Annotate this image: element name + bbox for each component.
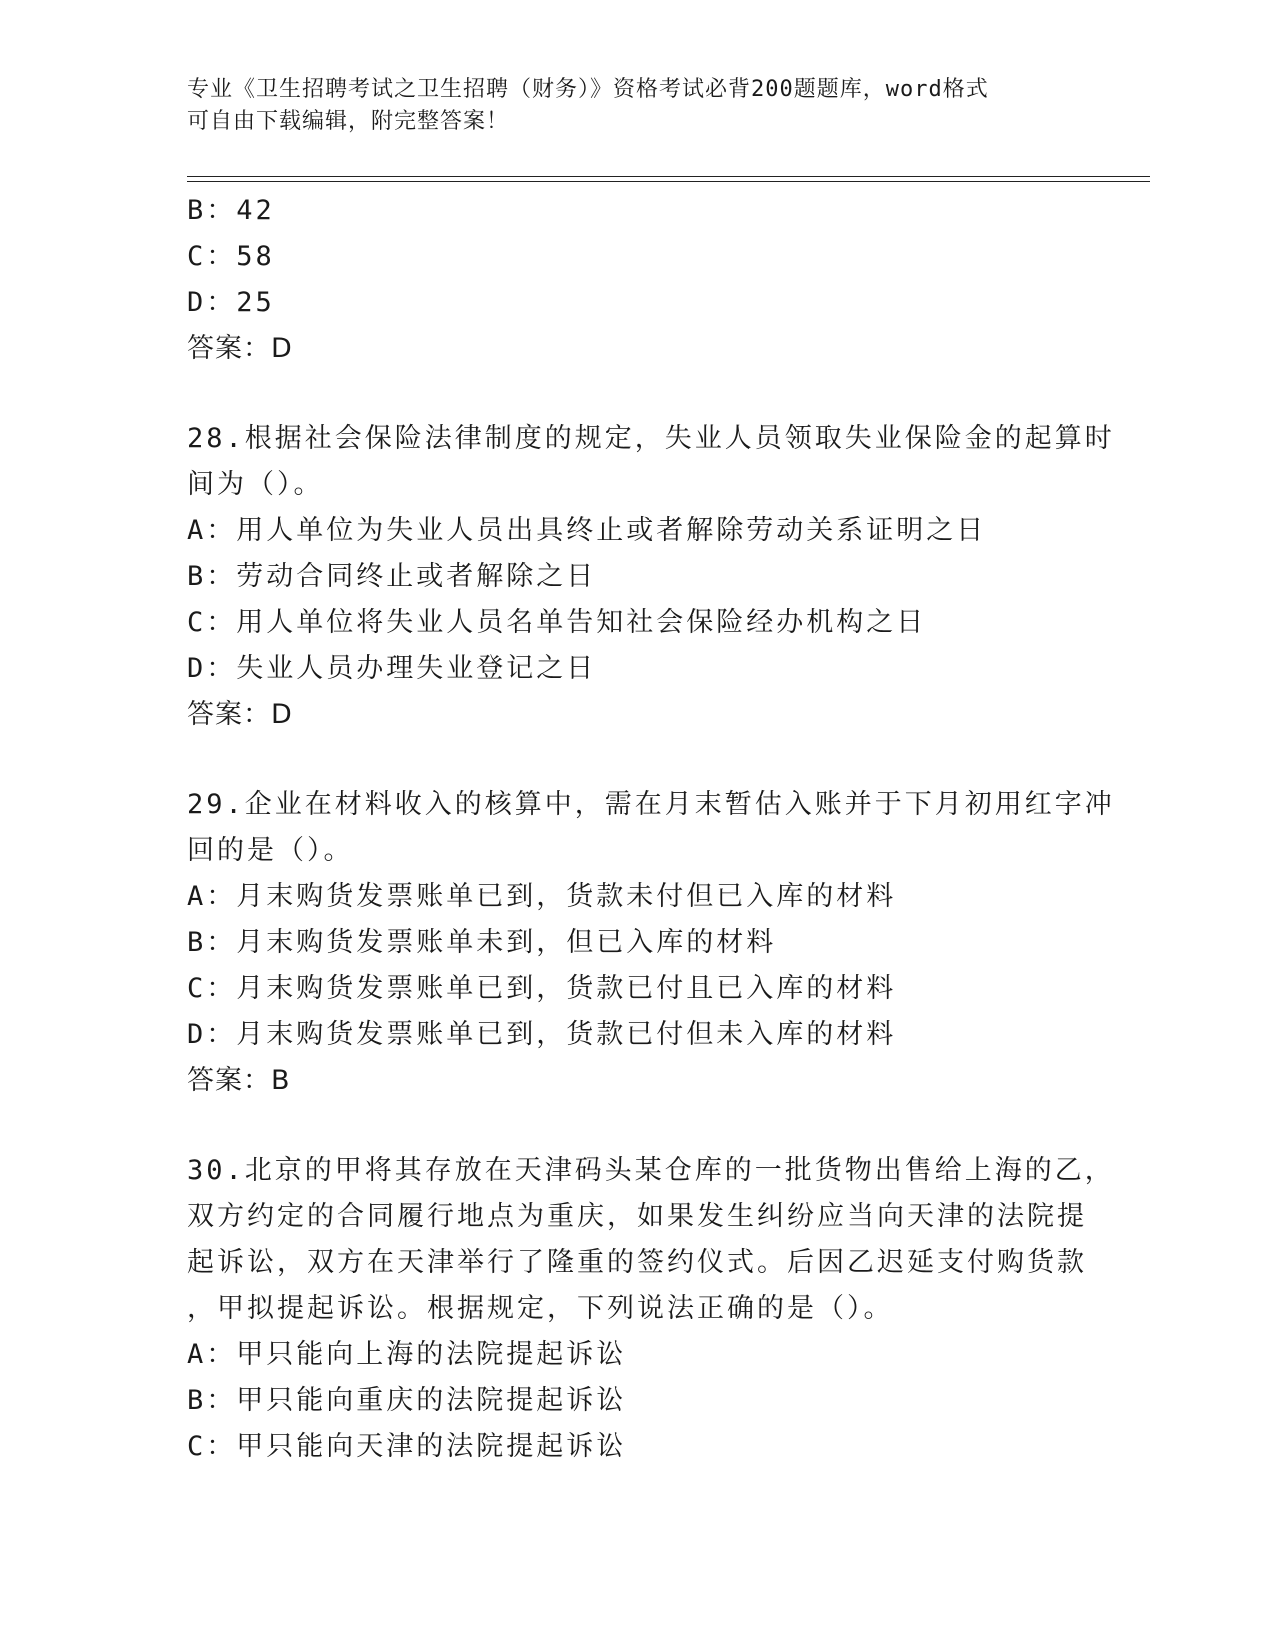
answer-line: 答案：D — [187, 699, 293, 730]
question-stem: 双方约定的合同履行地点为重庆，如果发生纠纷应当向天津的法院提 — [187, 1201, 1087, 1232]
answer-line: 答案：B — [187, 1065, 291, 1096]
question-27-continued — [187, 188, 1087, 372]
header-title-line2: 可自由下载编辑，附完整答案！ — [187, 109, 510, 134]
page-header — [187, 74, 1087, 138]
option-d: D：25 — [187, 287, 275, 318]
header-divider-top — [187, 176, 1150, 177]
option-c: C：甲只能向天津的法院提起诉讼 — [187, 1431, 627, 1462]
question-29 — [187, 782, 1115, 1104]
question-stem: 间为（）。 — [187, 469, 324, 500]
option-d: D：失业人员办理失业登记之日 — [187, 653, 597, 684]
option-a: A：甲只能向上海的法院提起诉讼 — [187, 1339, 627, 1370]
question-stem: ，甲拟提起诉讼。根据规定，下列说法正确的是（）。 — [187, 1293, 894, 1324]
option-c: C：月末购货发票账单已到，货款已付且已入库的材料 — [187, 973, 897, 1004]
option-a: A：月末购货发票账单已到，货款未付但已入库的材料 — [187, 881, 897, 912]
option-c: C：用人单位将失业人员名单告知社会保险经办机构之日 — [187, 607, 927, 638]
header-divider-bottom — [187, 181, 1150, 182]
header-title-line1: 专业《卫生招聘考试之卫生招聘（财务）》资格考试必背200题题库，word格式 — [187, 77, 989, 102]
question-list — [187, 188, 1115, 1470]
question-28 — [187, 416, 1115, 738]
question-stem: 29.企业在材料收入的核算中，需在月末暂估入账并于下月初用红字冲 — [187, 789, 1115, 820]
option-d: D：月末购货发票账单已到，货款已付但未入库的材料 — [187, 1019, 897, 1050]
option-c: C：58 — [187, 241, 275, 272]
option-b: B：劳动合同终止或者解除之日 — [187, 561, 597, 592]
option-b: B：月末购货发票账单未到，但已入库的材料 — [187, 927, 777, 958]
question-stem: 30.北京的甲将其存放在天津码头某仓库的一批货物出售给上海的乙， — [187, 1155, 1115, 1186]
question-30 — [187, 1148, 1115, 1470]
option-b: B：甲只能向重庆的法院提起诉讼 — [187, 1385, 627, 1416]
question-stem: 起诉讼，双方在天津举行了隆重的签约仪式。后因乙迟延支付购货款 — [187, 1247, 1087, 1278]
question-stem: 28.根据社会保险法律制度的规定，失业人员领取失业保险金的起算时 — [187, 423, 1115, 454]
option-b: B：42 — [187, 195, 275, 226]
option-a: A：用人单位为失业人员出具终止或者解除劳动关系证明之日 — [187, 515, 987, 546]
answer-line: 答案：D — [187, 333, 293, 364]
question-stem: 回的是（）。 — [187, 835, 354, 866]
